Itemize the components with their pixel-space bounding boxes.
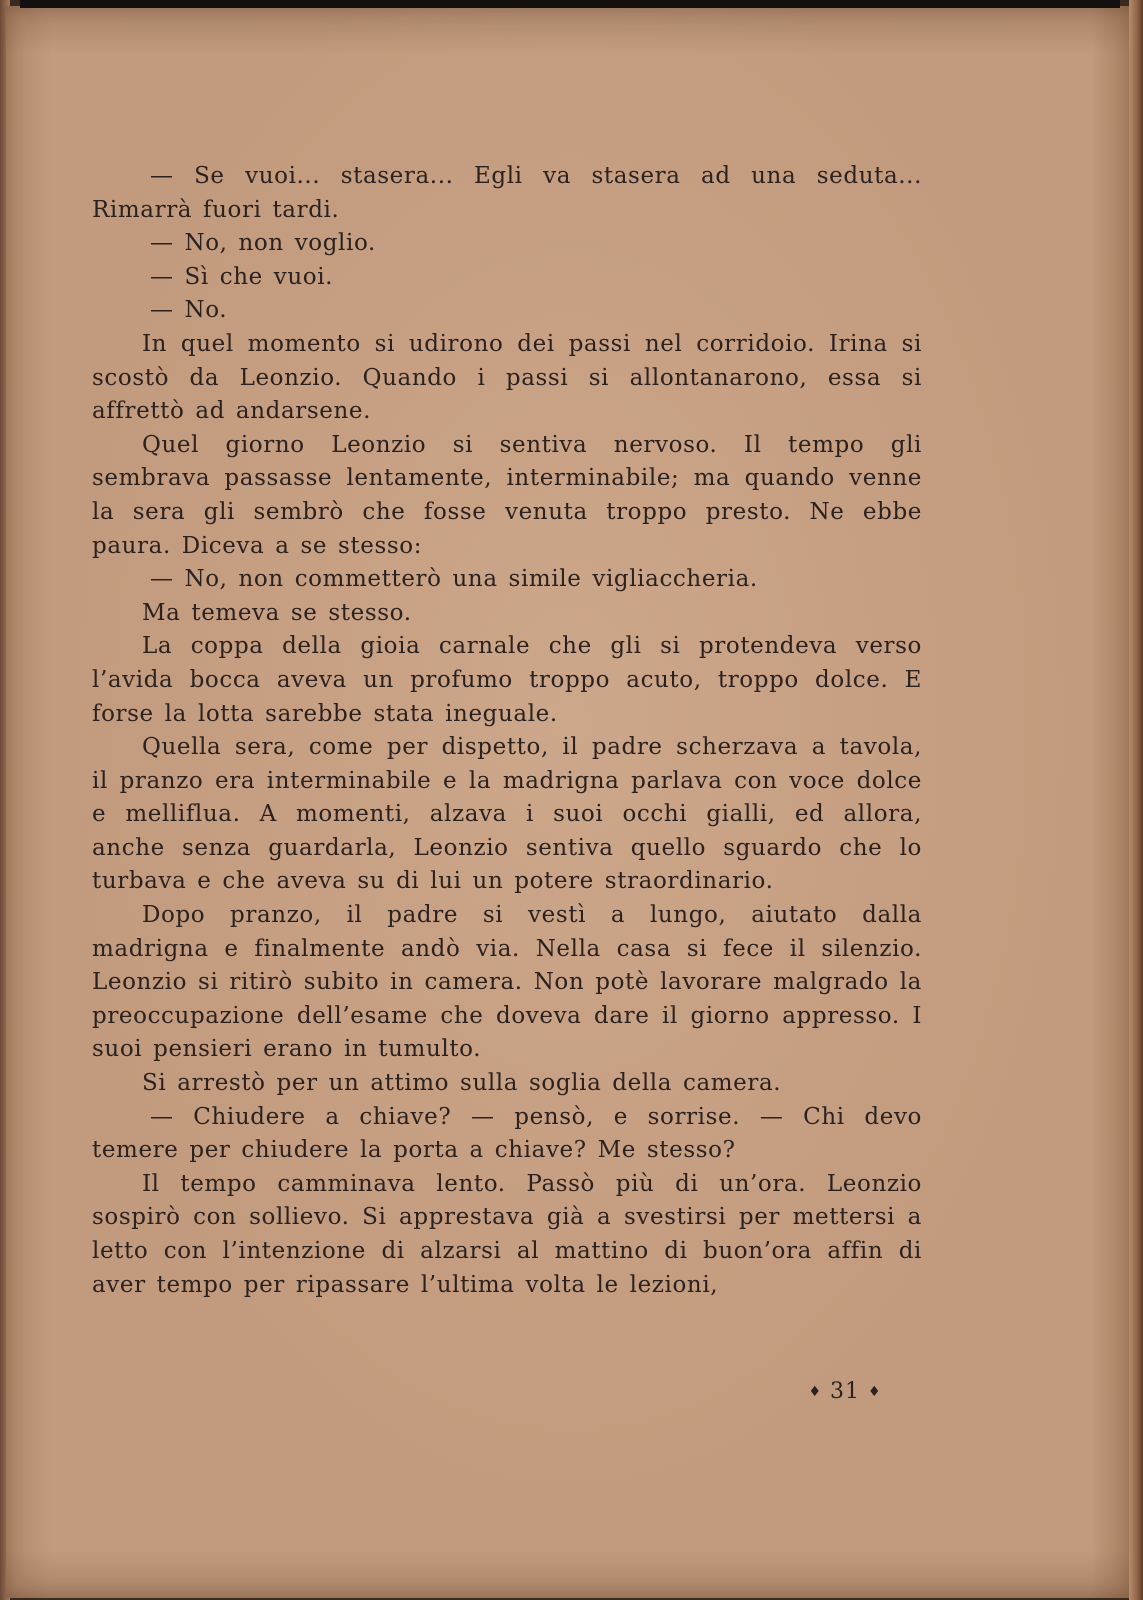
page-number-value: 31: [830, 1379, 860, 1404]
paragraph: — Se vuoi... stasera... Egli va stasera ad una seduta... Rimarrà fuori tardi.: [92, 163, 922, 223]
page-fore-edge: [1129, 0, 1143, 1600]
paragraph: Si arrestò per un attimo sulla soglia della camera.: [142, 1070, 782, 1097]
paragraph: La coppa della gioia carnale che gli si protendeva verso l’avida bocca aveva un profumo troppo acuto, troppo dolce. E forse la lotta sarebbe stata ineguale.: [92, 633, 922, 727]
paragraph: — No, non commetterò una simile vigliaccheria.: [150, 566, 758, 593]
paragraph: — Sì che vuoi.: [150, 263, 334, 290]
paragraph: — No.: [150, 297, 228, 324]
paragraph: In quel momento si udirono dei passi nel corridoio. Irina si scostò da Leonzio. Quando i passi si allontanarono, essa si affrettò ad andarsene.: [92, 330, 922, 425]
diamond-ornament-icon: ♦: [808, 1384, 822, 1400]
paragraph: Dopo pranzo, il padre si vestì a lungo, aiutato dalla madrigna e finalmente andò via. Nella casa si fece il silenzio. Leonzio si ritirò subito in camera. Non potè lavorare malgrado la preoccupazione dell’esame che doveva dare il giorno appresso. I suoi pensieri erano in tumulto.: [92, 902, 922, 1063]
diamond-ornament-icon: ♦: [868, 1384, 882, 1400]
page-body-text: [92, 160, 922, 1302]
paragraph: Ma temeva se stesso.: [142, 599, 412, 626]
paragraph: Quel giorno Leonzio si sentiva nervoso. Il tempo gli sembrava passasse lentamente, interminabile; ma quando venne la sera gli sembrò che fosse venuta troppo presto. Ne ebbe paura. Diceva a se stesso:: [92, 431, 922, 559]
paragraph: Il tempo camminava lento. Passò più di un’ora. Leonzio sospirò con sollievo. Si apprestava già a svestirsi per mettersi a letto con l’intenzione di alzarsi al mattino di buon’ora affin di aver tempo per ripassare l’ultima volta le lezioni,: [92, 1170, 922, 1298]
paragraph: — Chiudere a chiave? — pensò, e sorrise. — Chi devo temere per chiudere la porta a chiave? Me stesso?: [92, 1103, 922, 1164]
page-number: [790, 1379, 900, 1404]
paragraph: Quella sera, come per dispetto, il padre scherzava a tavola, il pranzo era interminabile e la madrigna parlava con voce dolce e melliflua. A momenti, alzava i suoi occhi gialli, ed allora, anche senza guardarla, Leonzio sentiva quello sguardo che lo turbava e che aveva su di lui un potere straordinario.: [92, 734, 922, 895]
page-top-shadow: [20, 0, 1120, 8]
paragraph: — No, non voglio.: [150, 230, 376, 257]
